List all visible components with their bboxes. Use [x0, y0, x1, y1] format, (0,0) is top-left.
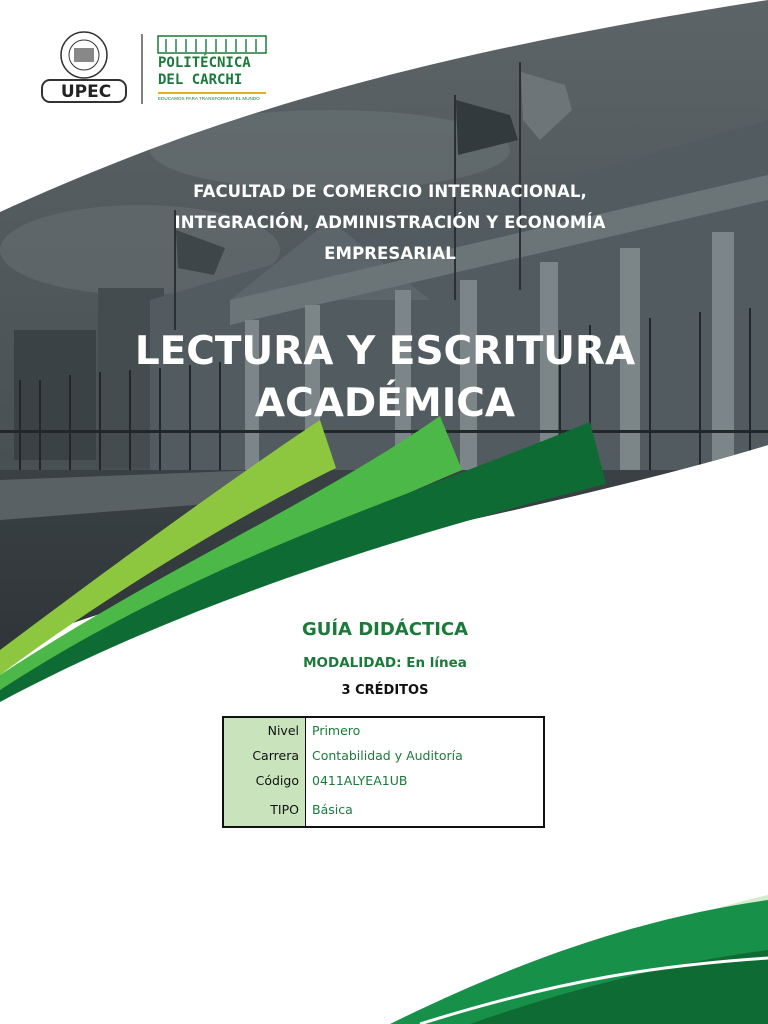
row-value: Básica — [312, 802, 353, 817]
row-value: Contabilidad y Auditoría — [312, 748, 463, 763]
brand-tagline: EDUCAMOS PARA TRANSFORMAR EL MUNDO — [158, 96, 260, 101]
table-row — [223, 743, 544, 768]
row-value: Primero — [312, 723, 361, 738]
row-label: Carrera — [223, 743, 306, 768]
row-label: Código — [223, 768, 306, 793]
brand-line1: POLITÉCNICA — [158, 55, 251, 71]
course-title-line-1: LECTURA Y ESCRITURA — [134, 329, 636, 374]
credits-text: 3 CRÉDITOS — [341, 683, 429, 698]
table-row — [223, 717, 544, 743]
modality-text: MODALIDAD: En línea — [303, 655, 467, 671]
table-row — [223, 793, 544, 827]
logo-header — [38, 28, 278, 108]
row-value: 0411ALYEA1UB — [312, 773, 408, 788]
row-label: TIPO — [223, 793, 306, 827]
faculty-heading — [130, 176, 650, 269]
course-title — [100, 326, 670, 430]
guide-title: GUÍA DIDÁCTICA — [301, 619, 469, 640]
course-title-line-2: ACADÉMICA — [254, 381, 516, 426]
course-info-table — [222, 716, 545, 828]
upec-logo-text: UPEC — [60, 82, 112, 102]
faculty-line-2: INTEGRACIÓN, ADMINISTRACIÓN Y ECONOMÍA — [174, 213, 606, 232]
table-row — [223, 768, 544, 793]
brand-line2: DEL CARCHI — [158, 72, 243, 88]
faculty-line-1: FACULTAD DE COMERCIO INTERNACIONAL, — [193, 182, 587, 201]
faculty-line-3: EMPRESARIAL — [324, 244, 456, 263]
row-label: Nivel — [223, 717, 306, 743]
